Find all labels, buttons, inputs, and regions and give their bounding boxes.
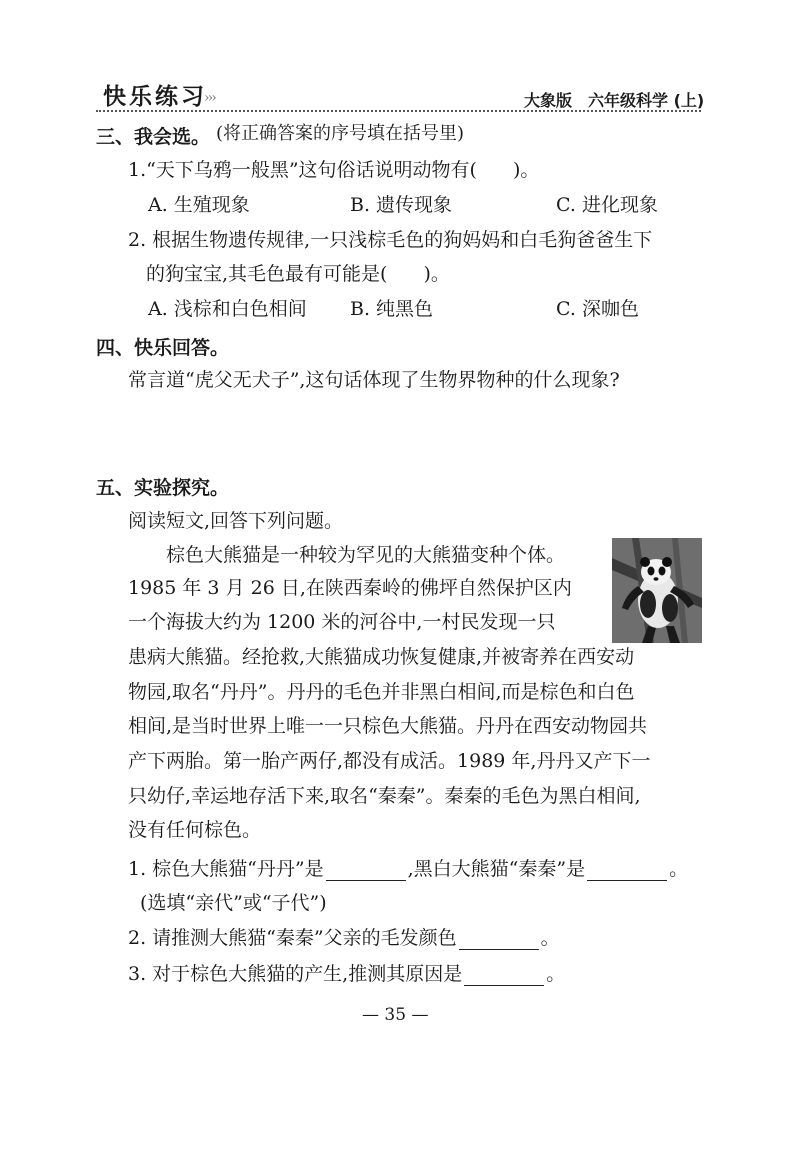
q3-2-close: )。 (423, 263, 450, 285)
q5-2-end: 。 (540, 927, 560, 949)
header-publisher: 大象版 (524, 91, 573, 110)
q3-1-option-a: A. 生殖现象 (148, 194, 250, 216)
q5-1-blank-2[interactable] (587, 860, 667, 881)
passage-line-4: 患病大熊猫。经抢救,大熊猫成功恢复健康,并被寄养在西安动 (128, 646, 635, 668)
panda-photo (612, 538, 702, 643)
passage-line-9: 没有任何棕色。 (128, 819, 262, 841)
header-title: 快乐练习 (103, 84, 207, 110)
passage-line-7: 产下两胎。第一胎产两仔,都没有成活。1989 年,丹丹又产下一 (128, 750, 651, 772)
section-3-title: 三、我会选。 (96, 126, 211, 148)
q3-2-option-a: A. 浅棕和白色相间 (148, 298, 307, 320)
q3-1-option-b: B. 遗传现象 (350, 194, 453, 216)
q5-2-text: 2. 请推测大熊猫“秦秦”父亲的毛发颜色 (128, 927, 457, 949)
header-arrows-icon: ››› (204, 90, 215, 106)
q3-2-text: 的狗宝宝,其毛色最有可能是( (146, 263, 388, 285)
q5-2-blank[interactable] (459, 929, 539, 950)
q3-1-text: 1.“天下乌鸦一般黑”这句俗话说明动物有( (128, 159, 477, 181)
section-5-title: 五、实验探究。 (96, 477, 230, 499)
passage-line-3: 一个海拔大约为 1200 米的河谷中,一村民发现一只 (128, 611, 556, 633)
q5-3-text: 3. 对于棕色大熊猫的产生,推测其原因是 (128, 963, 463, 985)
q5-1-note: (选填“亲代”或“子代”) (140, 892, 327, 914)
q5-1-text-a: 1. 棕色大熊猫“丹丹”是 (128, 858, 324, 880)
q5-3 (128, 962, 565, 986)
q5-2 (128, 926, 560, 950)
passage-line-5: 物园,取名“丹丹”。丹丹的毛色并非黑白相间,而是棕色和白色 (128, 681, 635, 703)
q3-2-line2 (146, 262, 450, 286)
q5-1 (128, 857, 688, 881)
header-grade: 六年级科学 (上) (588, 91, 705, 110)
passage-line-6: 相间,是当时世界上唯一一只棕色大熊猫。丹丹在西安动物园共 (128, 715, 648, 737)
q5-1-text-b: ,黑白大熊猫“秦秦”是 (407, 858, 586, 880)
q3-2-option-b: B. 纯黑色 (350, 298, 434, 320)
q3-2-line1: 2. 根据生物遗传规律,一只浅棕毛色的狗妈妈和白毛狗爸爸生下 (128, 229, 653, 251)
q3-1-close: )。 (512, 159, 540, 181)
q5-1-text-c: 。 (669, 858, 689, 880)
q3-1-option-c: C. 进化现象 (556, 194, 658, 216)
header-divider (96, 110, 701, 112)
section-5-intro: 阅读短文,回答下列问题。 (128, 510, 344, 532)
passage-line-8: 只幼仔,幸运地存活下来,取名“秦秦”。秦秦的毛色为黑白相间, (128, 785, 641, 807)
page-number: — 35 — (362, 1005, 429, 1025)
passage-line-1: 棕色大熊猫是一种较为罕见的大熊猫变种个体。 (166, 544, 566, 566)
passage-line-2: 1985 年 3 月 26 日,在陕西秦岭的佛坪自然保护区内 (128, 577, 572, 599)
q5-1-blank-1[interactable] (326, 860, 406, 881)
panda-image (612, 538, 702, 643)
section-3-instruction: (将正确答案的序号填在括号里) (216, 123, 465, 144)
q5-3-end: 。 (546, 963, 566, 985)
q5-3-blank[interactable] (464, 965, 544, 986)
q3-1-stem (128, 158, 539, 182)
q3-2-option-c: C. 深咖色 (556, 298, 639, 320)
section-4-title: 四、快乐回答。 (96, 337, 230, 359)
section-4-question: 常言道“虎父无犬子”,这句话体现了生物界物种的什么现象? (128, 369, 620, 391)
